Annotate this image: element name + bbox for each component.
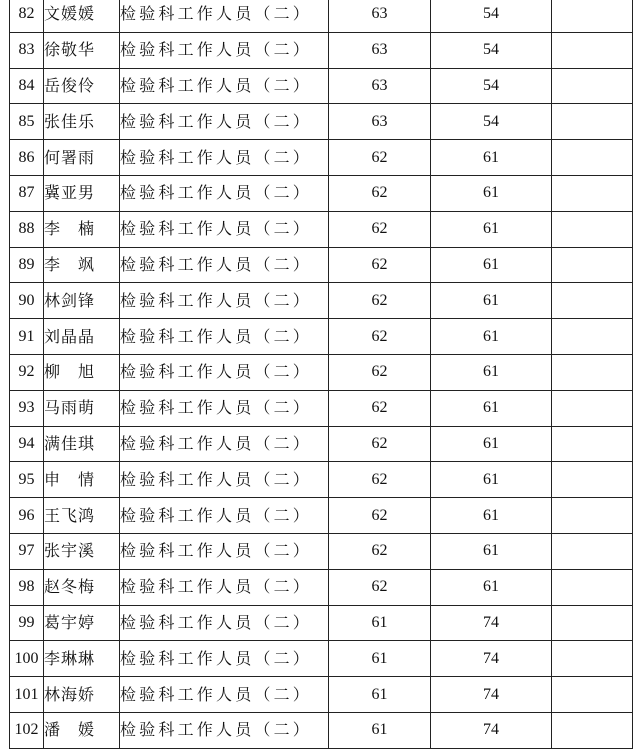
table-row — [10, 247, 633, 283]
name-cell: 马雨萌 — [44, 390, 120, 426]
row-number-cell: 99 — [10, 605, 44, 641]
position-cell: 检验科工作人员（二） — [120, 426, 329, 462]
position-cell: 检验科工作人员（二） — [120, 605, 329, 641]
position-cell: 检验科工作人员（二） — [120, 32, 329, 68]
name-cell: 徐敬华 — [44, 32, 120, 68]
score-1-cell: 62 — [329, 319, 431, 355]
row-number-cell: 85 — [10, 104, 44, 140]
score-2-cell: 54 — [431, 32, 552, 68]
position-cell: 检验科工作人员（二） — [120, 319, 329, 355]
table-row — [10, 498, 633, 534]
position-cell: 检验科工作人员（二） — [120, 68, 329, 104]
name-cell: 申 情 — [44, 462, 120, 498]
row-number-cell: 93 — [10, 390, 44, 426]
score-1-cell: 62 — [329, 426, 431, 462]
name-cell: 李 飒 — [44, 247, 120, 283]
position-cell: 检验科工作人员（二） — [120, 0, 329, 32]
position-cell: 检验科工作人员（二） — [120, 677, 329, 713]
table-row — [10, 211, 633, 247]
score-1-cell: 63 — [329, 0, 431, 32]
table-row — [10, 68, 633, 104]
table-row — [10, 175, 633, 211]
table-row — [10, 677, 633, 713]
remark-cell — [552, 712, 633, 748]
score-2-cell: 61 — [431, 498, 552, 534]
position-cell: 检验科工作人员（二） — [120, 462, 329, 498]
row-number-cell: 92 — [10, 354, 44, 390]
score-2-cell: 54 — [431, 0, 552, 32]
score-1-cell: 62 — [329, 498, 431, 534]
score-1-cell: 61 — [329, 641, 431, 677]
position-cell: 检验科工作人员（二） — [120, 247, 329, 283]
name-cell: 何署雨 — [44, 140, 120, 176]
remark-cell — [552, 175, 633, 211]
remark-cell — [552, 140, 633, 176]
remark-cell — [552, 641, 633, 677]
row-number-cell: 91 — [10, 319, 44, 355]
name-cell: 张宇溪 — [44, 533, 120, 569]
score-1-cell: 62 — [329, 175, 431, 211]
name-cell: 林剑锋 — [44, 283, 120, 319]
score-1-cell: 62 — [329, 462, 431, 498]
remark-cell — [552, 390, 633, 426]
name-cell: 林海娇 — [44, 677, 120, 713]
score-1-cell: 63 — [329, 68, 431, 104]
row-number-cell: 90 — [10, 283, 44, 319]
table-row — [10, 533, 633, 569]
score-1-cell: 62 — [329, 247, 431, 283]
table-row — [10, 140, 633, 176]
name-cell: 葛宇婷 — [44, 605, 120, 641]
table-row — [10, 354, 633, 390]
score-1-cell: 61 — [329, 677, 431, 713]
score-1-cell: 62 — [329, 354, 431, 390]
row-number-cell: 83 — [10, 32, 44, 68]
table-row — [10, 712, 633, 748]
score-1-cell: 63 — [329, 32, 431, 68]
score-2-cell: 61 — [431, 426, 552, 462]
remark-cell — [552, 677, 633, 713]
score-1-cell: 62 — [329, 140, 431, 176]
position-cell: 检验科工作人员（二） — [120, 390, 329, 426]
score-2-cell: 61 — [431, 247, 552, 283]
name-cell: 冀亚男 — [44, 175, 120, 211]
position-cell: 检验科工作人员（二） — [120, 175, 329, 211]
remark-cell — [552, 426, 633, 462]
name-cell: 柳 旭 — [44, 354, 120, 390]
table-row — [10, 605, 633, 641]
name-cell: 文媛媛 — [44, 0, 120, 32]
table-row — [10, 641, 633, 677]
table-row — [10, 283, 633, 319]
score-2-cell: 61 — [431, 283, 552, 319]
score-2-cell: 54 — [431, 104, 552, 140]
name-cell: 李 楠 — [44, 211, 120, 247]
row-number-cell: 87 — [10, 175, 44, 211]
score-1-cell: 61 — [329, 605, 431, 641]
score-2-cell: 61 — [431, 211, 552, 247]
name-cell: 岳俊伶 — [44, 68, 120, 104]
score-1-cell: 61 — [329, 712, 431, 748]
remark-cell — [552, 211, 633, 247]
score-2-cell: 61 — [431, 175, 552, 211]
score-2-cell: 74 — [431, 677, 552, 713]
score-2-cell: 54 — [431, 68, 552, 104]
position-cell: 检验科工作人员（二） — [120, 569, 329, 605]
score-1-cell: 62 — [329, 569, 431, 605]
position-cell: 检验科工作人员（二） — [120, 140, 329, 176]
table-row — [10, 32, 633, 68]
score-2-cell: 61 — [431, 462, 552, 498]
remark-cell — [552, 605, 633, 641]
remark-cell — [552, 247, 633, 283]
score-2-cell: 61 — [431, 533, 552, 569]
row-number-cell: 100 — [10, 641, 44, 677]
row-number-cell: 94 — [10, 426, 44, 462]
score-1-cell: 63 — [329, 104, 431, 140]
name-cell: 潘 媛 — [44, 712, 120, 748]
score-2-cell: 74 — [431, 605, 552, 641]
score-1-cell: 62 — [329, 283, 431, 319]
name-cell: 赵冬梅 — [44, 569, 120, 605]
table-row — [10, 569, 633, 605]
row-number-cell: 98 — [10, 569, 44, 605]
score-2-cell: 74 — [431, 641, 552, 677]
row-number-cell: 89 — [10, 247, 44, 283]
remark-cell — [552, 533, 633, 569]
position-cell: 检验科工作人员（二） — [120, 354, 329, 390]
row-number-cell: 82 — [10, 0, 44, 32]
position-cell: 检验科工作人员（二） — [120, 211, 329, 247]
score-1-cell: 62 — [329, 533, 431, 569]
position-cell: 检验科工作人员（二） — [120, 104, 329, 140]
name-cell: 张佳乐 — [44, 104, 120, 140]
row-number-cell: 88 — [10, 211, 44, 247]
score-2-cell: 61 — [431, 354, 552, 390]
row-number-cell: 86 — [10, 140, 44, 176]
score-1-cell: 62 — [329, 211, 431, 247]
score-2-cell: 74 — [431, 712, 552, 748]
score-2-cell: 61 — [431, 319, 552, 355]
results-table-body — [10, 0, 633, 748]
position-cell: 检验科工作人员（二） — [120, 283, 329, 319]
table-row — [10, 0, 633, 32]
results-table — [9, 0, 633, 749]
table-row — [10, 104, 633, 140]
position-cell: 检验科工作人员（二） — [120, 533, 329, 569]
table-row — [10, 390, 633, 426]
position-cell: 检验科工作人员（二） — [120, 498, 329, 534]
remark-cell — [552, 569, 633, 605]
row-number-cell: 95 — [10, 462, 44, 498]
remark-cell — [552, 0, 633, 32]
score-2-cell: 61 — [431, 140, 552, 176]
remark-cell — [552, 319, 633, 355]
remark-cell — [552, 462, 633, 498]
name-cell: 王飞鸿 — [44, 498, 120, 534]
position-cell: 检验科工作人员（二） — [120, 641, 329, 677]
remark-cell — [552, 32, 633, 68]
name-cell: 刘晶晶 — [44, 319, 120, 355]
table-row — [10, 319, 633, 355]
position-cell: 检验科工作人员（二） — [120, 712, 329, 748]
table-row — [10, 426, 633, 462]
remark-cell — [552, 354, 633, 390]
table-row — [10, 462, 633, 498]
name-cell: 李琳琳 — [44, 641, 120, 677]
row-number-cell: 101 — [10, 677, 44, 713]
score-1-cell: 62 — [329, 390, 431, 426]
score-2-cell: 61 — [431, 569, 552, 605]
name-cell: 满佳琪 — [44, 426, 120, 462]
remark-cell — [552, 498, 633, 534]
row-number-cell: 96 — [10, 498, 44, 534]
row-number-cell: 84 — [10, 68, 44, 104]
remark-cell — [552, 283, 633, 319]
row-number-cell: 97 — [10, 533, 44, 569]
score-2-cell: 61 — [431, 390, 552, 426]
remark-cell — [552, 68, 633, 104]
row-number-cell: 102 — [10, 712, 44, 748]
remark-cell — [552, 104, 633, 140]
